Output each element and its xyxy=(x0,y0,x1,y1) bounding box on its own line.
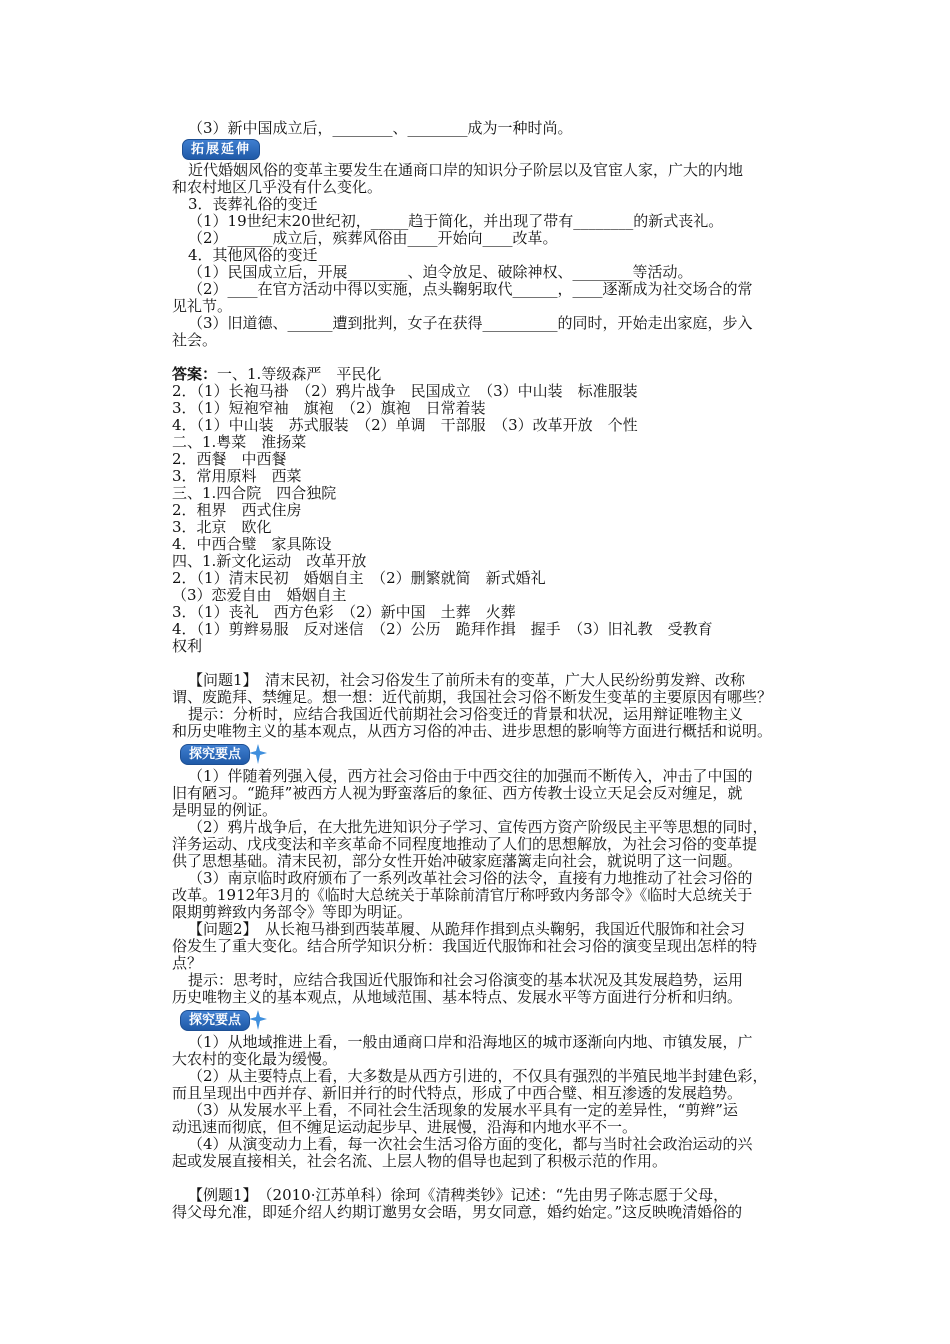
answer-text: 一、1.等级森严 平民化 xyxy=(217,365,382,383)
extend-badge: 拓展延伸 xyxy=(182,139,260,160)
text-line: 谓、废跪拜、禁缠足。想一想：近代前期，我国社会习俗不断发生变革的主要原因有哪些？ xyxy=(172,688,773,706)
text-line: 4．（1）中山装 苏式服装 （2）单调 干部服 （3）改革开放 个性 xyxy=(172,416,638,434)
text-line: （1）19世纪末20世纪初，_____趋于简化，并出现了带有________的新式丧礼。 xyxy=(188,212,724,230)
text-line: 旧有陋习。“跪拜”被西方人视为野蛮落后的象征、西方传教士设立天足会反对缠足，就 xyxy=(172,784,743,802)
text-line: （2）______成立后，殡葬风俗由____开始向____改革。 xyxy=(188,229,558,247)
text-line: 3．丧葬礼俗的变迁 xyxy=(188,195,318,213)
text-line: （1）民国成立后，开展________、迫令放足、破除神权、________等活动。 xyxy=(188,263,693,281)
text-line: （3）新中国成立后，________、________成为一种时尚。 xyxy=(188,119,573,137)
text-line: 和农村地区几乎没有什么变化。 xyxy=(172,178,383,196)
text-line: 供了思想基础。清末民初，部分女性开始冲破家庭藩篱走向社会，就说明了这一问题。 xyxy=(172,852,743,870)
text-line: 2．租界 西式住房 xyxy=(172,501,302,519)
answer-label: 答案： xyxy=(172,365,218,383)
text-line: 提示：思考时，应结合我国近代服饰和社会习俗演变的基本状况及其发展趋势，运用 xyxy=(188,971,744,989)
text-line: 权利 xyxy=(172,637,203,655)
text-line: 3．（1）丧礼 西方色彩 （2）新中国 土葬 火葬 xyxy=(172,603,516,621)
text-line: 历史唯物主义的基本观点，从地域范围、基本特点、发展水平等方面进行分析和归纳。 xyxy=(172,988,743,1006)
text-line: 三、1.四合院 四合独院 xyxy=(172,484,337,502)
text-line: 3．（1）短袍窄袖 旗袍 （2）旗袍 日常着装 xyxy=(172,399,486,417)
answer-list xyxy=(172,383,812,655)
text-line: 提示：分析时，应结合我国近代前期社会习俗变迁的背景和状况，运用辩证唯物主义 xyxy=(188,705,744,723)
text-line: 2．西餐 中西餐 xyxy=(172,450,287,468)
text-line: 起或发展直接相关，社会名流、上层人物的倡导也起到了积极示范的作用。 xyxy=(172,1152,668,1170)
question-2-points xyxy=(172,1034,812,1170)
text-line: （3）南京临时政府颁布了一系列改革社会习俗的法令，直接有力地推动了社会习俗的 xyxy=(188,869,753,887)
text-line: 见礼节。 xyxy=(172,297,233,315)
document-page xyxy=(172,120,812,1221)
explore-badge-2 xyxy=(180,1009,268,1031)
text-line: 【问题1】 清末民初，社会习俗发生了前所未有的变革，广大人民纷纷剪发辫、改称 xyxy=(188,671,746,689)
explore-badge-label: 探究要点 xyxy=(180,1010,250,1031)
answer-first-line xyxy=(172,366,812,383)
text-line: 社会。 xyxy=(172,331,218,349)
text-line: 2．（1）清末民初 婚姻自主 （2）删繁就简 新式婚礼 xyxy=(172,569,546,587)
text-line: （2）鸦片战争后，在大批先进知识分子学习、宣传西方资产阶级民主平等思想的同时， xyxy=(188,818,768,836)
text-line: 3．常用原料 西菜 xyxy=(172,467,302,485)
text-line: 【例题1】 （2010·江苏单科）徐珂《清稗类钞》记述：“先由男子陈志愿于父母， xyxy=(188,1186,729,1204)
text-line: 4．其他风俗的变迁 xyxy=(188,246,318,264)
text-line: 大农村的变化最为缓慢。 xyxy=(172,1050,338,1068)
text-line: 点？ xyxy=(172,954,203,972)
text-line: （4）从演变动力上看，每一次社会生活习俗方面的变化，都与当时社会政治运动的兴 xyxy=(188,1135,753,1153)
text-line: 四、1.新文化运动 改革开放 xyxy=(172,552,367,570)
text-line: 4．中西合璧 家具陈设 xyxy=(172,535,332,553)
text-line: （1）从地域推进上看，一般由通商口岸和沿海地区的城市逐渐向内地、市镇发展，广 xyxy=(188,1033,753,1051)
text-line: 【问题2】 从长袍马褂到西装革履、从跪拜作揖到点头鞠躬，我国近代服饰和社会习 xyxy=(188,920,746,938)
text-line: 得父母允准，即延介绍人约期订邀男女会晤，男女同意，婚约始定。”这反映晚清婚俗的 xyxy=(172,1203,743,1221)
text-line: （1）伴随着列强入侵，西方社会习俗由于中西交往的加强而不断传入，冲击了中国的 xyxy=(188,767,753,785)
text-line: 4．（1）剪辫易服 反对迷信 （2）公历 跪拜作揖 握手 （3）旧礼教 受教育 xyxy=(172,620,713,638)
text-line: 洋务运动、戊戌变法和辛亥革命不同程度地推动了人们的思想解放，为社会习俗的变革提 xyxy=(172,835,758,853)
text-line: 二、1.粤菜 淮扬菜 xyxy=(172,433,307,451)
question-1-points xyxy=(172,768,812,921)
text-line: 限期剪辫致内务部令》等即为明证。 xyxy=(172,903,413,921)
text-line: （2）____在官方活动中得以实施，点头鞠躬取代______，____逐渐成为社交场合的常 xyxy=(188,280,753,298)
text-line: 近代婚姻风俗的变革主要发生在通商口岸的知识分子阶层以及官宦人家，广大的内地 xyxy=(188,161,744,179)
sparkle-icon xyxy=(248,743,268,765)
text-line: （3）从发展水平上看，不同社会生活现象的发展水平具有一定的差异性，“剪辫”运 xyxy=(188,1101,738,1119)
text-line: 和历史唯物主义的基本观点，从西方习俗的冲击、进步思想的影响等方面进行概括和说明。 xyxy=(172,722,773,740)
example-1 xyxy=(172,1187,812,1221)
text-line: 3．北京 欧化 xyxy=(172,518,272,536)
text-line: 动迅速而彻底，但不缠足运动起步早、进展慢，沿海和内地水平不一。 xyxy=(172,1118,638,1136)
text-line: 俗发生了重大变化。结合所学知识分析：我国近代服饰和社会习俗的演变呈现出怎样的特 xyxy=(172,937,758,955)
text-line: 2．（1）长袍马褂 （2）鸦片战争 民国成立 （3）中山装 标准服装 xyxy=(172,382,638,400)
explore-badge-label: 探究要点 xyxy=(180,744,250,765)
text-line: 改革。1912年3月的《临时大总统关于革除前清官厅称呼致内务部令》《临时大总统关于 xyxy=(172,886,753,904)
text-line: （2）从主要特点上看，大多数是从西方引进的，不仅具有强烈的半殖民地半封建色彩， xyxy=(188,1067,768,1085)
fill-blank-section-top xyxy=(172,120,812,137)
text-line: 而且呈现出中西并存、新旧并行的时代特点，形成了中西合璧、相互渗透的发展趋势。 xyxy=(172,1084,743,1102)
text-line: （3）旧道德、______遭到批判，女子在获得__________的同时，开始走出家庭，步入 xyxy=(188,314,753,332)
text-line: （3）恋爱自由 婚姻自主 xyxy=(172,586,347,604)
explore-badge-1 xyxy=(180,743,268,765)
question-2 xyxy=(172,921,812,1006)
fill-blank-section xyxy=(172,162,812,349)
sparkle-icon xyxy=(248,1009,268,1031)
text-line: 是明显的例证。 xyxy=(172,801,278,819)
question-1 xyxy=(172,672,812,740)
